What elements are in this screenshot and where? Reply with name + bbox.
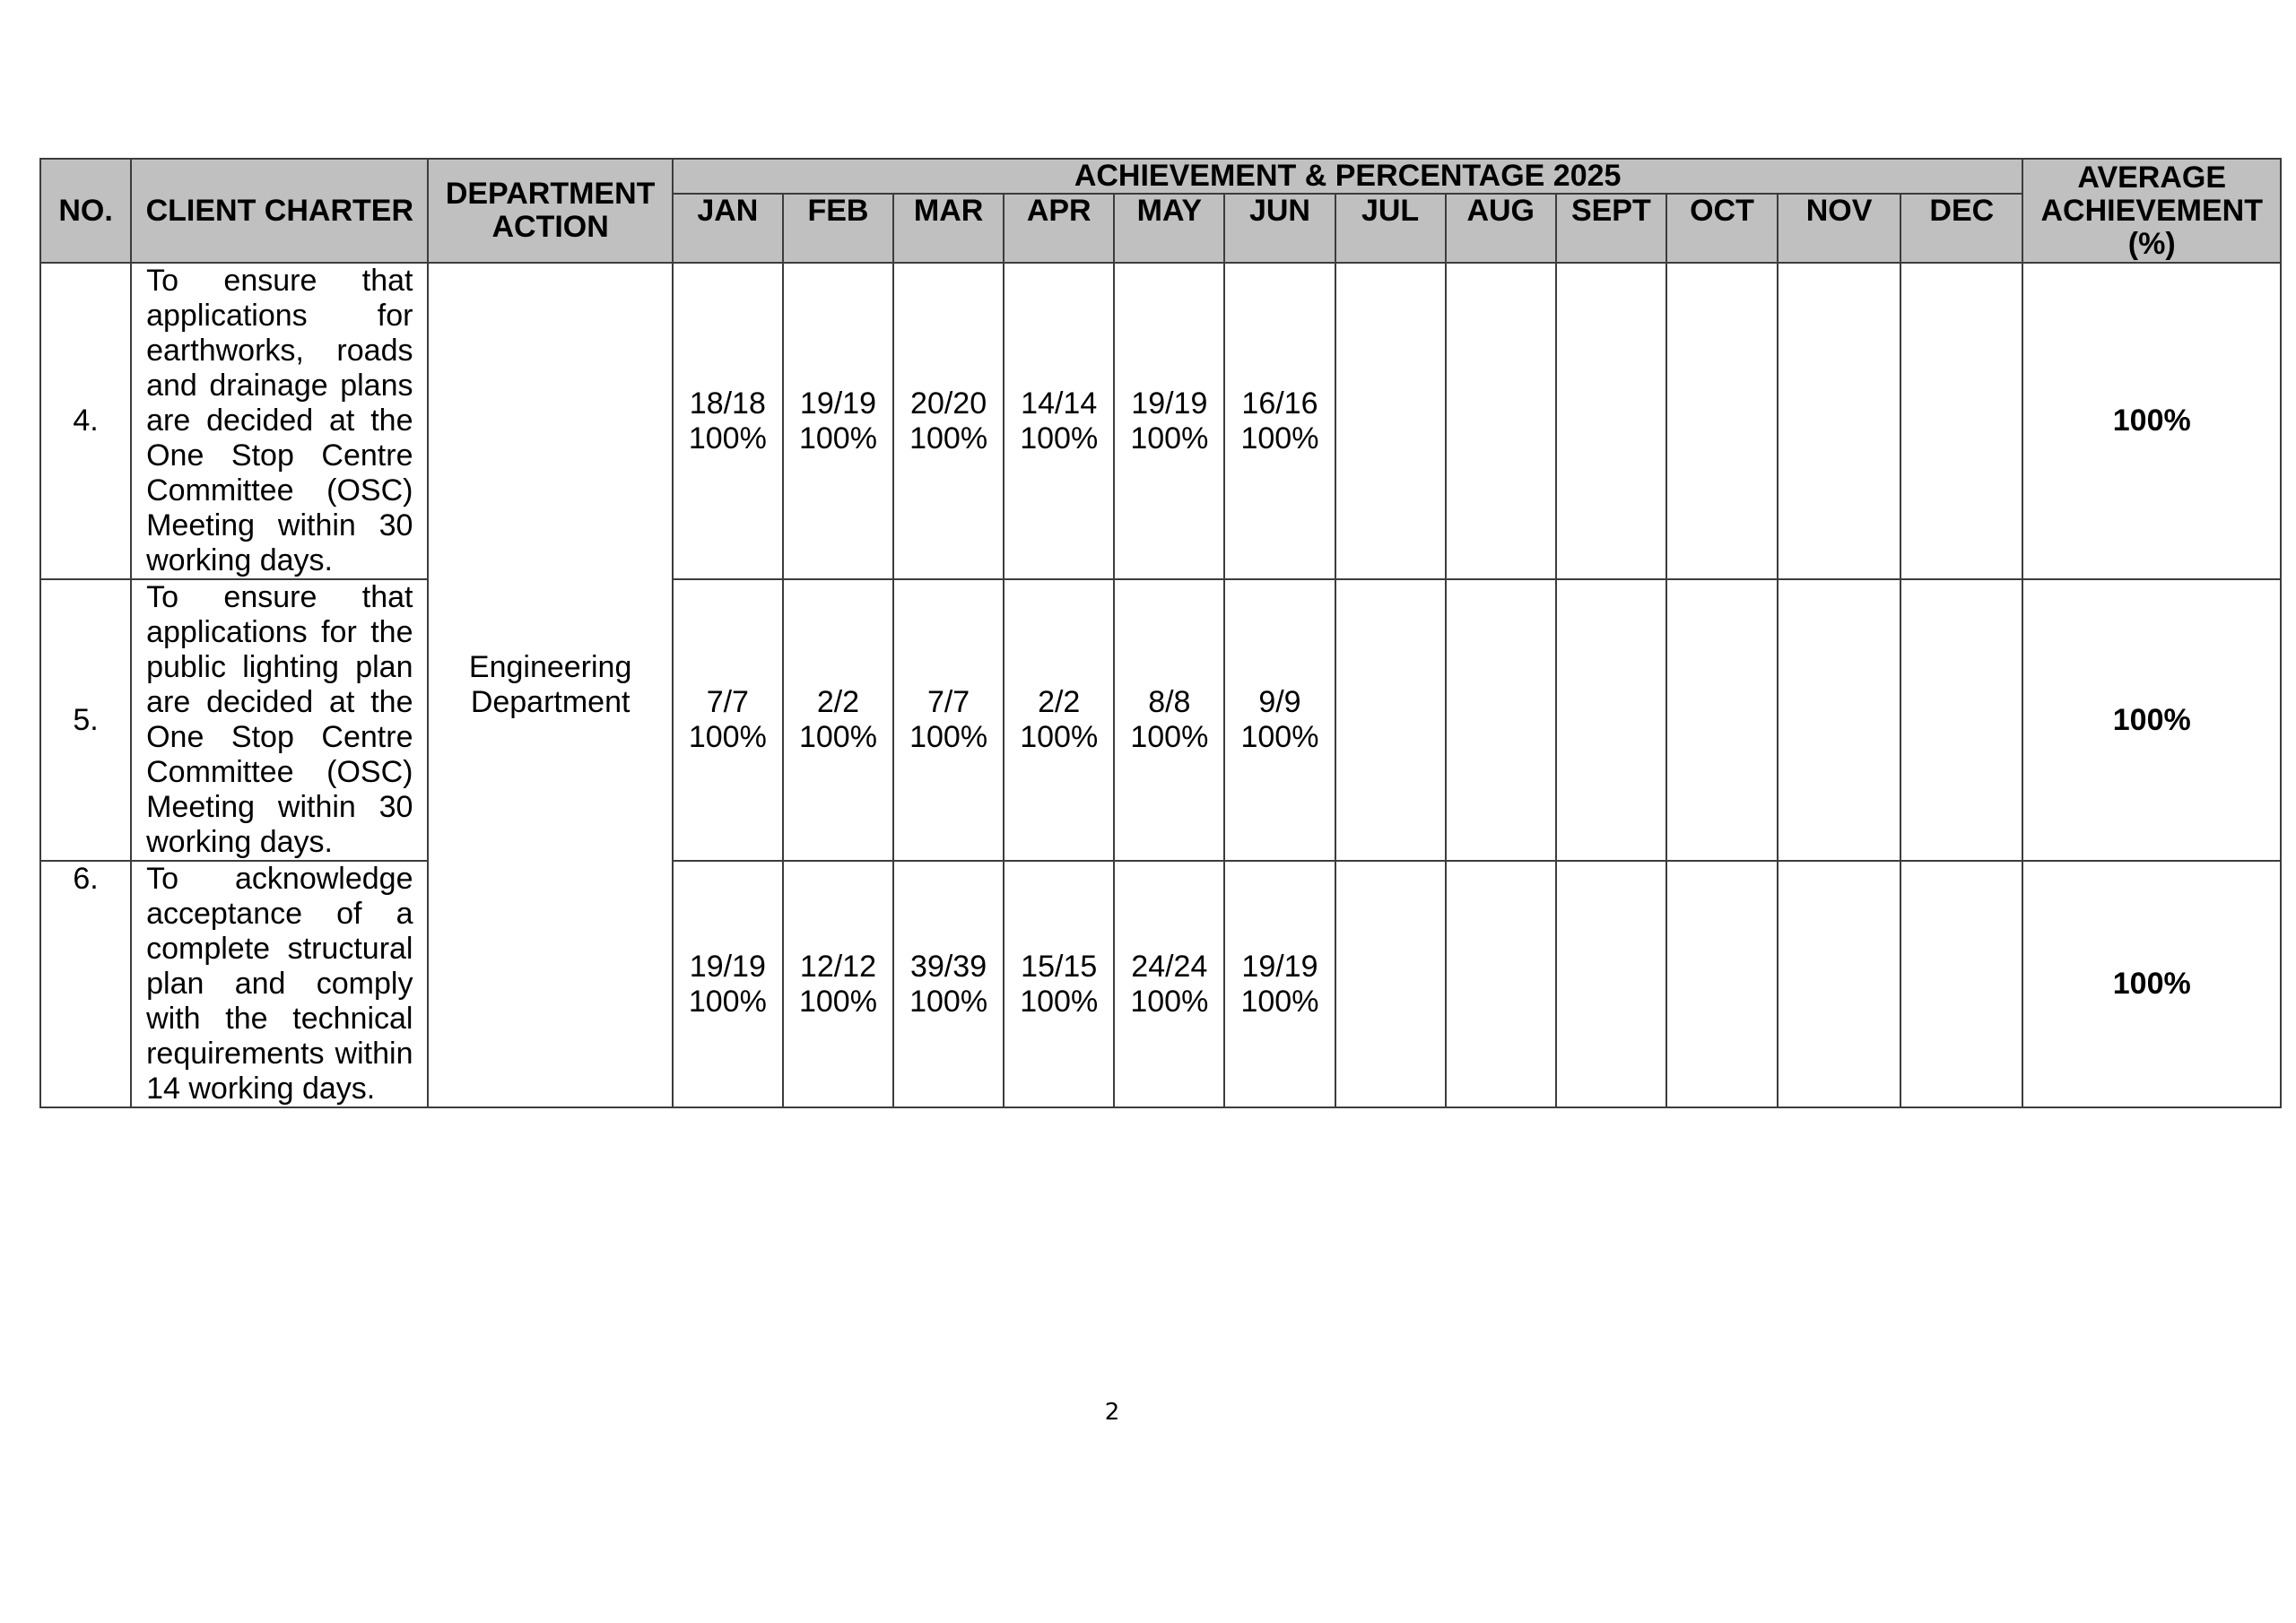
month-count: 8/8 bbox=[1148, 685, 1191, 719]
header-month-jun: JUN bbox=[1224, 194, 1335, 263]
month-cell bbox=[1446, 263, 1556, 579]
month-cell bbox=[893, 263, 1004, 579]
month-cell bbox=[1900, 579, 2022, 861]
header-month-jan: JAN bbox=[673, 194, 783, 263]
month-count: 12/12 bbox=[799, 949, 877, 984]
month-cell bbox=[1224, 263, 1335, 579]
month-percent: 100% bbox=[909, 421, 988, 456]
header-no: NO. bbox=[40, 159, 131, 263]
header-month-aug: AUG bbox=[1446, 194, 1556, 263]
month-percent: 100% bbox=[1020, 421, 1099, 456]
average-achievement-value: 100% bbox=[2022, 579, 2281, 861]
month-count: 7/7 bbox=[926, 685, 970, 719]
month-cell bbox=[1556, 579, 1666, 861]
month-cell bbox=[783, 579, 893, 861]
month-percent: 100% bbox=[1240, 984, 1319, 1019]
month-count: 19/19 bbox=[1241, 949, 1318, 984]
month-count: 2/2 bbox=[816, 685, 860, 719]
header-achievement-title: ACHIEVEMENT & PERCENTAGE 2025 bbox=[673, 159, 2023, 194]
header-average-achievement: AVERAGE ACHIEVEMENT (%) bbox=[2022, 159, 2281, 263]
average-achievement-value: 100% bbox=[2022, 861, 2281, 1107]
month-cell bbox=[1224, 579, 1335, 861]
month-percent: 100% bbox=[1020, 720, 1099, 754]
month-count: 19/19 bbox=[799, 386, 877, 421]
average-achievement-value: 100% bbox=[2022, 263, 2281, 579]
month-percent: 100% bbox=[798, 984, 877, 1019]
client-charter-text: To ensure that applications for earthworks, roads and drainage plans are decided at the One Stop Centre Committee (OSC) Meeting within 30 working days. bbox=[131, 263, 428, 579]
row-number: 5. bbox=[40, 579, 131, 861]
header-month-jul: JUL bbox=[1335, 194, 1446, 263]
row-number: 6. bbox=[40, 861, 131, 1107]
month-count: 9/9 bbox=[1258, 685, 1301, 719]
header-month-feb: FEB bbox=[783, 194, 893, 263]
table-row bbox=[40, 579, 2281, 861]
month-count: 15/15 bbox=[1021, 949, 1098, 984]
header-month-sept: SEPT bbox=[1556, 194, 1666, 263]
month-percent: 100% bbox=[1130, 421, 1209, 456]
month-cell bbox=[673, 263, 783, 579]
month-count: 24/24 bbox=[1131, 949, 1208, 984]
month-cell bbox=[1666, 579, 1778, 861]
header-month-may: MAY bbox=[1114, 194, 1224, 263]
month-cell bbox=[1335, 579, 1446, 861]
month-cell bbox=[1335, 861, 1446, 1107]
month-percent: 100% bbox=[909, 720, 988, 754]
month-count: 2/2 bbox=[1038, 685, 1081, 719]
month-count: 16/16 bbox=[1241, 386, 1318, 421]
month-cell bbox=[1446, 861, 1556, 1107]
month-percent: 100% bbox=[1240, 720, 1319, 754]
month-cell bbox=[1446, 579, 1556, 861]
month-cell bbox=[783, 861, 893, 1107]
month-cell bbox=[1114, 579, 1224, 861]
client-charter-text: To ensure that applications for the public lighting plan are decided at the One Stop Centre Committee (OSC) Meeting within 30 working days. bbox=[131, 579, 428, 861]
month-cell bbox=[1778, 579, 1900, 861]
month-cell bbox=[1114, 861, 1224, 1107]
month-cell bbox=[893, 579, 1004, 861]
department-action-cell: Engineering Department bbox=[428, 263, 672, 1107]
month-percent: 100% bbox=[688, 984, 767, 1019]
month-percent: 100% bbox=[688, 421, 767, 456]
header-month-oct: OCT bbox=[1666, 194, 1778, 263]
month-count: 18/18 bbox=[689, 386, 766, 421]
month-percent: 100% bbox=[909, 984, 988, 1019]
month-count: 39/39 bbox=[910, 949, 987, 984]
month-percent: 100% bbox=[1130, 720, 1209, 754]
month-count: 7/7 bbox=[706, 685, 749, 719]
header-month-apr: APR bbox=[1004, 194, 1114, 263]
month-cell bbox=[1114, 263, 1224, 579]
month-cell bbox=[1778, 861, 1900, 1107]
header-client-charter: CLIENT CHARTER bbox=[131, 159, 428, 263]
month-cell bbox=[1004, 861, 1114, 1107]
month-cell bbox=[1556, 263, 1666, 579]
client-charter-text: To acknowledge acceptance of a complete structural plan and comply with the technical requirements within 14 working days. bbox=[131, 861, 428, 1107]
month-percent: 100% bbox=[688, 720, 767, 754]
page-number: 2 bbox=[1104, 1399, 1120, 1426]
month-cell bbox=[1666, 263, 1778, 579]
month-cell bbox=[1900, 263, 2022, 579]
month-count: 19/19 bbox=[689, 949, 766, 984]
month-percent: 100% bbox=[1020, 984, 1099, 1019]
month-cell bbox=[1666, 861, 1778, 1107]
month-cell bbox=[1004, 263, 1114, 579]
month-percent: 100% bbox=[798, 421, 877, 456]
month-count: 19/19 bbox=[1131, 386, 1208, 421]
header-month-mar: MAR bbox=[893, 194, 1004, 263]
month-cell bbox=[673, 579, 783, 861]
month-cell bbox=[1004, 579, 1114, 861]
month-cell bbox=[673, 861, 783, 1107]
header-month-nov: NOV bbox=[1778, 194, 1900, 263]
month-percent: 100% bbox=[1240, 421, 1319, 456]
month-cell bbox=[783, 263, 893, 579]
month-cell bbox=[1778, 263, 1900, 579]
table-row bbox=[40, 263, 2281, 579]
month-cell bbox=[1335, 263, 1446, 579]
month-percent: 100% bbox=[1130, 984, 1209, 1019]
month-cell bbox=[1900, 861, 2022, 1107]
header-department-action: DEPARTMENT ACTION bbox=[428, 159, 672, 263]
row-number: 4. bbox=[40, 263, 131, 579]
month-cell bbox=[1556, 861, 1666, 1107]
month-cell bbox=[1224, 861, 1335, 1107]
table-row bbox=[40, 861, 2281, 1107]
month-cell bbox=[893, 861, 1004, 1107]
month-count: 20/20 bbox=[910, 386, 987, 421]
client-charter-achievement-table bbox=[39, 158, 2282, 1108]
header-month-dec: DEC bbox=[1900, 194, 2022, 263]
month-count: 14/14 bbox=[1021, 386, 1098, 421]
month-percent: 100% bbox=[798, 720, 877, 754]
